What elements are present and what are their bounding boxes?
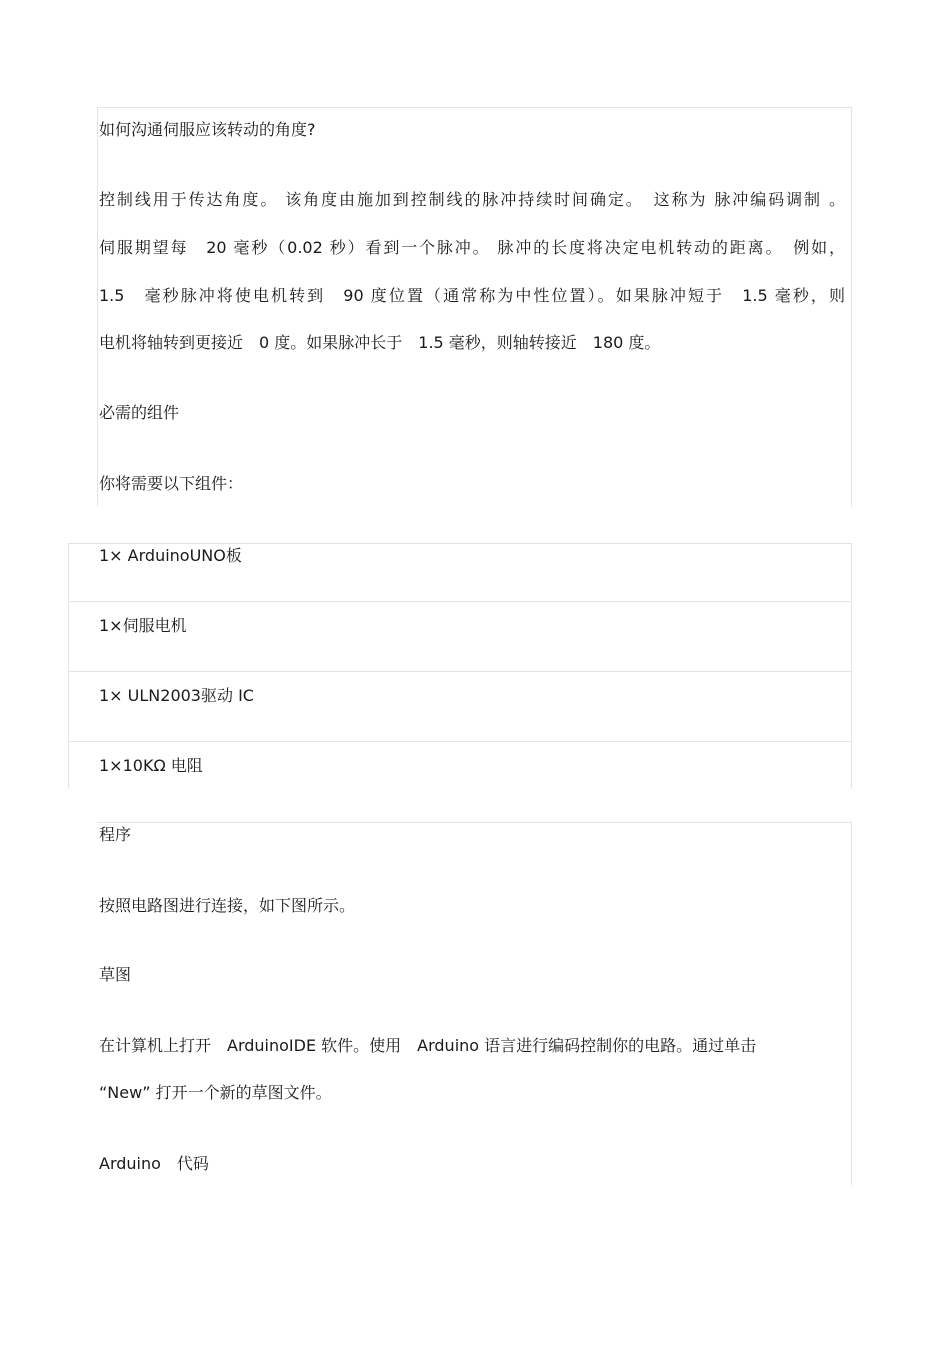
pwm-paragraph-line: 控制线用于传达角度。 该角度由施加到控制线的脉冲持续时间确定。 这称为 脉冲编码调制 。 <box>99 190 845 209</box>
servo-angle-question: 如何沟通伺服应该转动的角度? <box>99 120 316 139</box>
table-border <box>68 543 851 544</box>
section1-left-border <box>97 107 98 507</box>
arduino-code-heading: Arduino 代码 <box>99 1154 209 1173</box>
table-border <box>68 543 69 788</box>
table-border <box>68 601 851 602</box>
pwm-paragraph-line: 伺服期望每 20 毫秒（0.02 秒）看到一个脉冲。 脉冲的长度将决定电机转动的距离。 例如， <box>99 238 845 257</box>
table-border <box>851 543 852 788</box>
procedure-heading: 程序 <box>99 825 132 844</box>
table-border <box>68 671 851 672</box>
procedure-text: 按照电路图进行连接，如下图所示。 <box>99 896 356 915</box>
section2-right-border <box>851 822 852 1185</box>
table-row: 1×10KΩ 电阻 <box>99 756 203 775</box>
table-row: 1× ArduinoUNO板 <box>99 546 242 565</box>
table-row: 1×伺服电机 <box>99 616 187 635</box>
section2-top-border <box>97 822 851 823</box>
section1-right-border <box>851 107 852 507</box>
sketch-text-line: “New” 打开一个新的草图文件。 <box>99 1083 332 1102</box>
sketch-text-line: 在计算机上打开 ArduinoIDE 软件。使用 Arduino 语言进行编码控制你的电路。通过单击 <box>99 1036 757 1055</box>
pwm-paragraph-line: 电机将轴转到更接近 0 度。如果脉冲长于 1.5 毫秒，则轴转接近 180 度。 <box>99 333 661 352</box>
table-row: 1× ULN2003驱动 IC <box>99 686 254 705</box>
section1-top-border <box>97 107 851 108</box>
sketch-heading: 草图 <box>99 965 132 984</box>
components-heading: 必需的组件 <box>99 403 180 422</box>
table-border <box>68 741 851 742</box>
components-intro: 你将需要以下组件： <box>99 474 244 493</box>
pwm-paragraph-line: 1.5 毫秒脉冲将使电机转到 90 度位置（通常称为中性位置）。如果脉冲短于 1.5 毫秒，则 <box>99 286 845 305</box>
